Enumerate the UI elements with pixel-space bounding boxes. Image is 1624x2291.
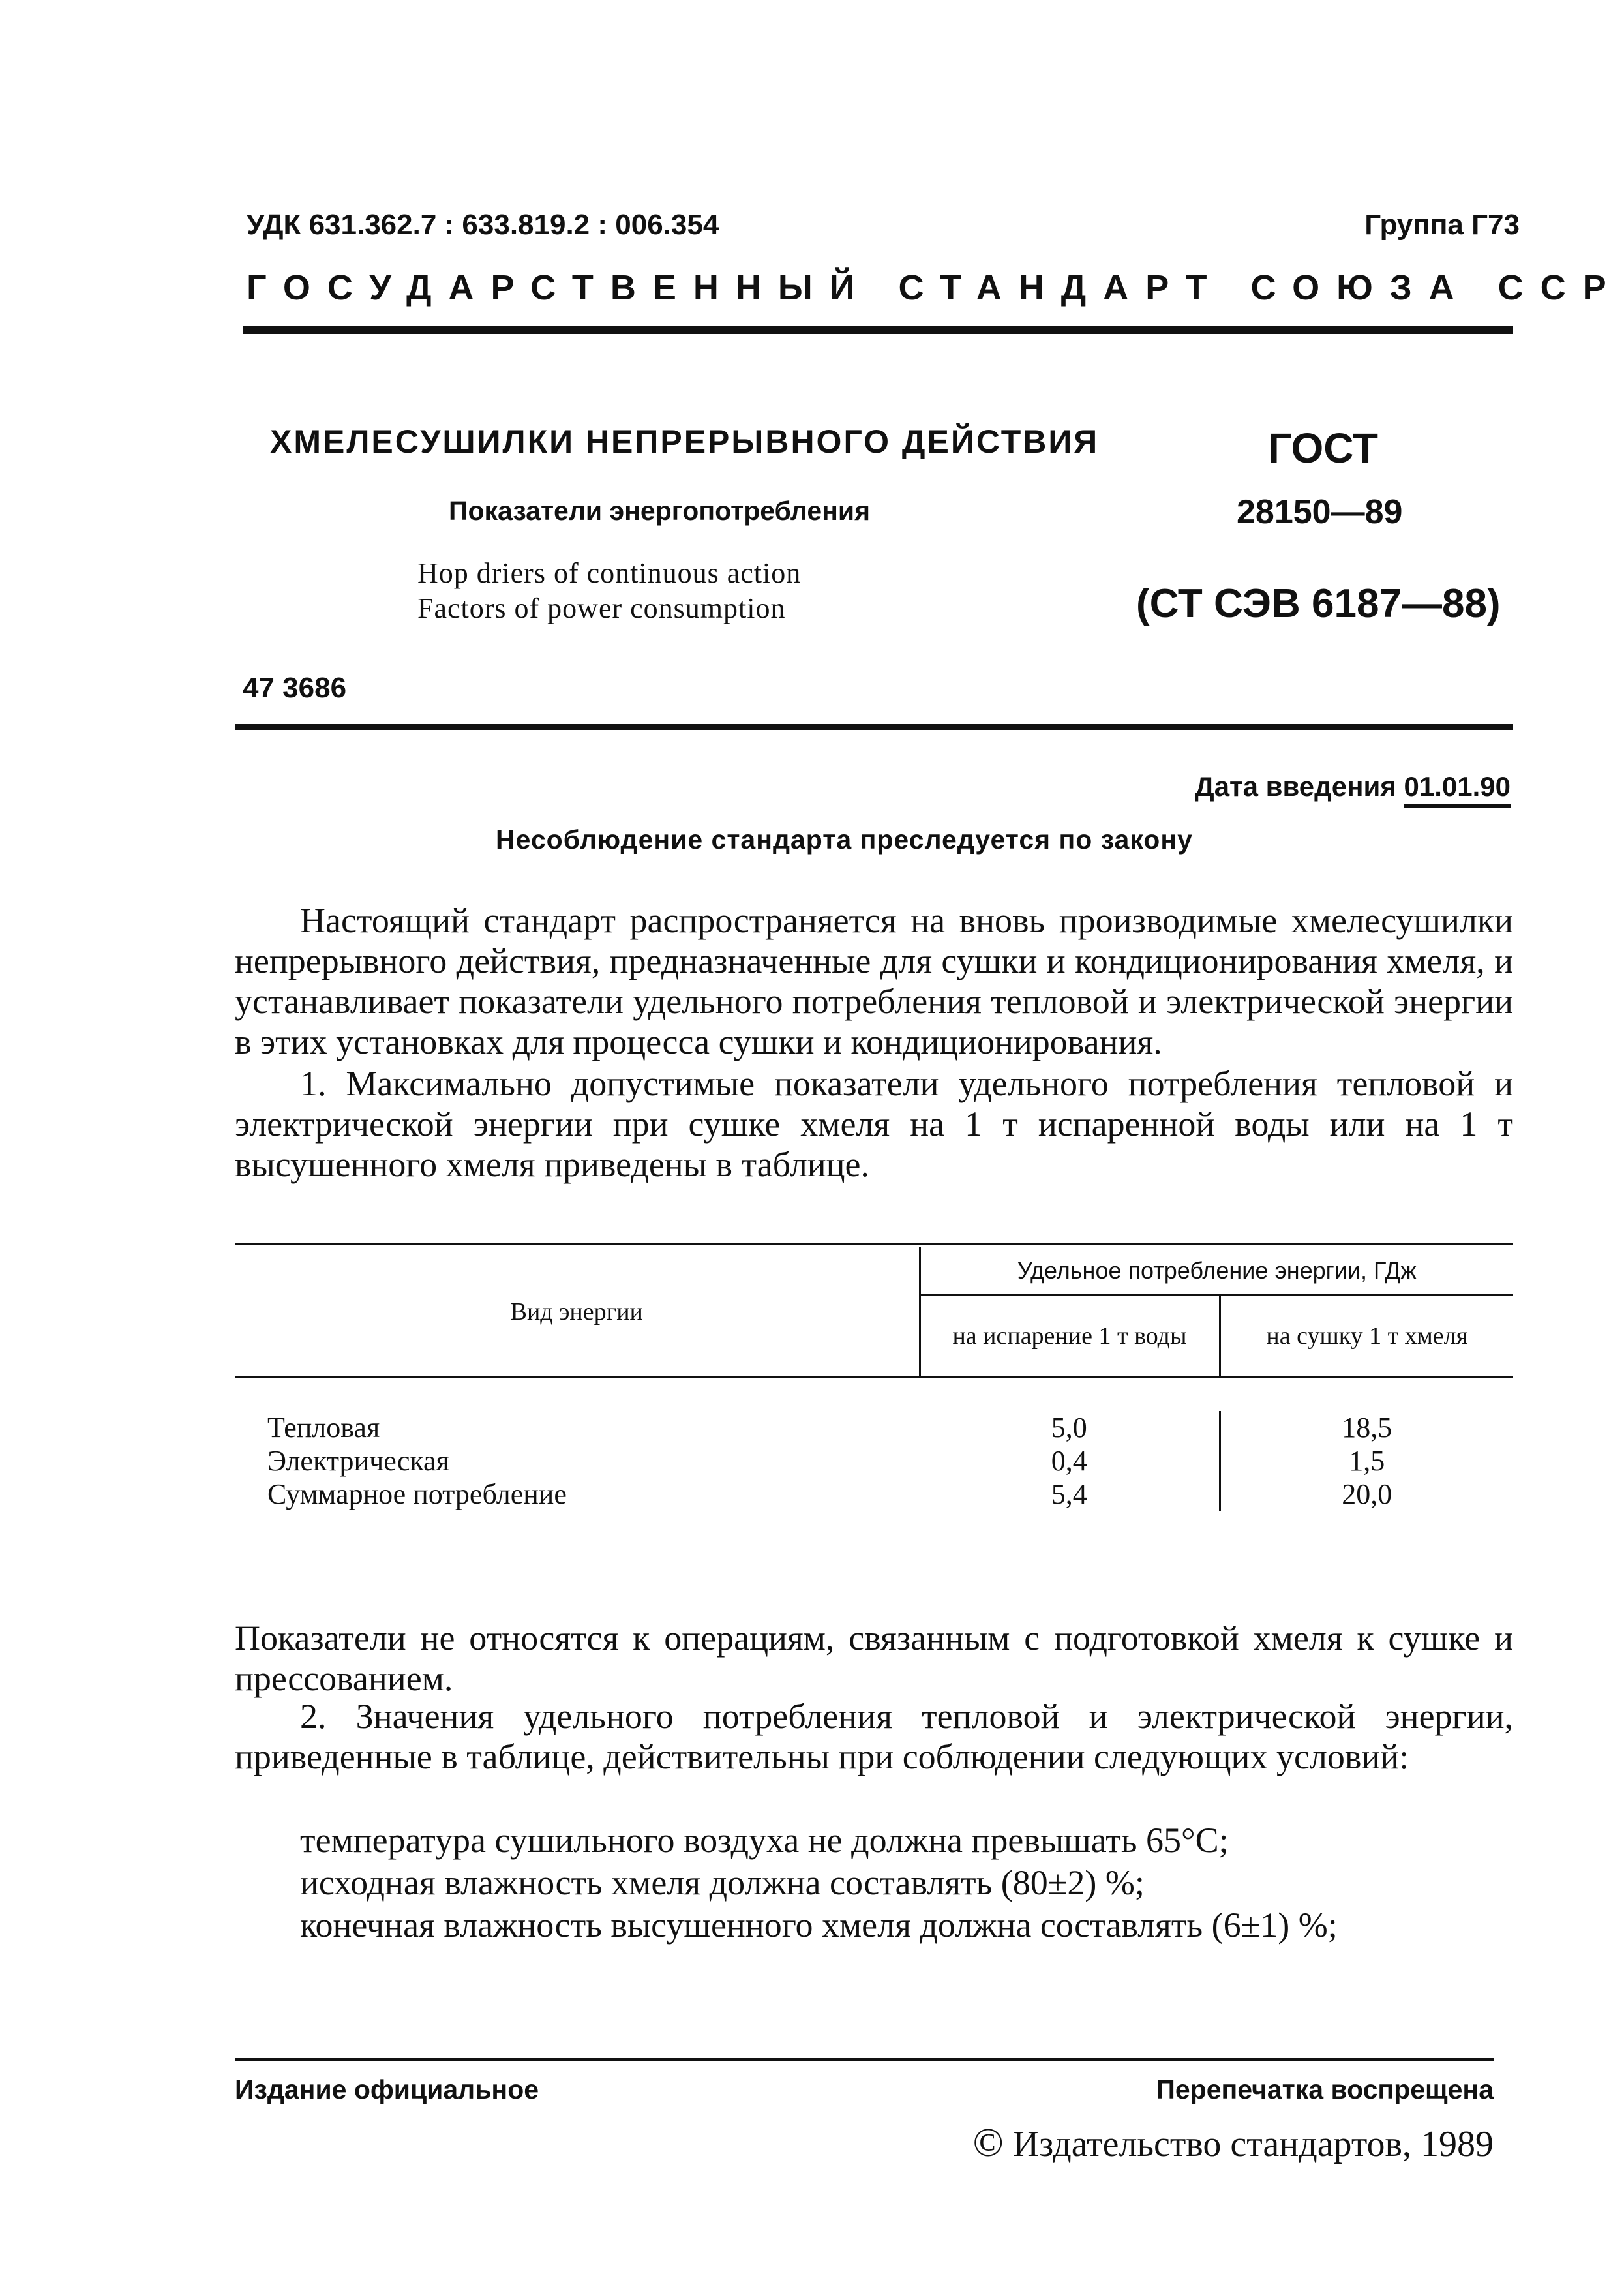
english-title [417, 556, 801, 626]
header-specific-consumption: Удельное потребление энергии, ГДж [920, 1247, 1513, 1296]
row-water: 5,4 [1051, 1478, 1087, 1510]
clause-1-paragraph [235, 1063, 1513, 1185]
okp-code: 47 3686 [243, 672, 347, 704]
footer-rule [235, 2058, 1494, 2061]
table-row [235, 1411, 1513, 1444]
scope-paragraph [235, 900, 1513, 1062]
condition-temperature-text: температура сушильного воздуха не должна превышать 65°С; [300, 1821, 1229, 1860]
copyright [973, 2120, 1494, 2166]
condition-temperature [235, 1820, 1513, 1860]
document-title: ХМЕЛЕСУШИЛКИ НЕПРЕРЫВНОГО ДЕЙСТВИЯ [270, 423, 1100, 460]
header-energy-kind: Вид энергии [510, 1297, 643, 1326]
row-water: 0,4 [1051, 1445, 1087, 1477]
table-row [235, 1478, 1513, 1511]
copyright-text: Издательство стандартов, 1989 [1012, 2124, 1494, 2164]
gost-label: ГОСТ [1268, 425, 1378, 472]
date-value: 01.01.90 [1404, 771, 1511, 808]
condition-initial-moisture-text: исходная влажность хмеля должна составлять (80±2) %; [300, 1863, 1145, 1902]
row-hops: 20,0 [1220, 1478, 1513, 1511]
udk-code: УДК 631.362.7 : 633.819.2 : 006.354 [247, 209, 719, 241]
energy-table [235, 1247, 1513, 1511]
note-text: Показатели не относятся к операциям, связанным с подготовкой хмеля к сушке и прессованием. [235, 1618, 1513, 1698]
scope-text: Настоящий стандарт распространяется на вновь производимые хмелесушилки непрерывного действия, предназначенные для сушки и кондиционирования хмеля, и устанавливает показатели удельного потребления тепловой и электрической энергии в этих установках для процесса сушки и кондиционирования. [235, 901, 1513, 1061]
clause-1-text: 1. Максимально допустимые показатели удельного потребления тепловой и электрической энергии при сушке хмеля на 1 т испаренной воды или на 1 т высушенного хмеля приведены в таблице. [235, 1064, 1513, 1184]
note-paragraph [235, 1618, 1513, 1699]
condition-initial-moisture [235, 1862, 1513, 1903]
copyright-symbol: © [972, 2121, 1004, 2165]
gost-number: 28150—89 [1237, 493, 1403, 531]
title-rule [235, 724, 1513, 730]
condition-final-moisture-text: конечная влажность высушенного хмеля должна составлять (6±1) %; [300, 1905, 1338, 1945]
row-kind: Электрическая [267, 1445, 449, 1477]
english-title-line-1: Hop driers of continuous action [417, 557, 802, 589]
state-standard-heading: ГОСУДАРСТВЕННЫЙ СТАНДАРТ СОЮЗА ССР [247, 268, 1623, 307]
law-notice: Несоблюдение стандарта преследуется по закону [496, 825, 1193, 855]
st-sev-number: (СТ СЭВ 6187—88) [1136, 581, 1501, 626]
document-subtitle: Показатели энергопотребления [449, 496, 871, 526]
official-edition: Издание официальное [235, 2074, 539, 2104]
table-top-rule [235, 1243, 1513, 1245]
header-per-water: на испарение 1 т воды [920, 1296, 1220, 1378]
clause-2-text: 2. Значения удельного потребления тепловой и электрической энергии, приведенные в таблице, действительны при соблюдении следующих условий: [235, 1697, 1513, 1776]
row-kind: Суммарное потребление [267, 1478, 567, 1510]
header-rule [243, 326, 1513, 334]
clause-2-paragraph [235, 1696, 1513, 1777]
date-label: Дата введения [1194, 771, 1396, 802]
table-row [235, 1444, 1513, 1478]
row-hops: 18,5 [1220, 1411, 1513, 1444]
row-hops: 1,5 [1220, 1444, 1513, 1478]
introduction-date [1195, 771, 1511, 802]
condition-final-moisture [235, 1905, 1513, 1945]
header-per-hops: на сушку 1 т хмеля [1220, 1296, 1513, 1378]
english-title-line-2: Factors of power consumption [417, 592, 786, 624]
reprint-notice: Перепечатка воспрещена [1156, 2074, 1494, 2104]
row-water: 5,0 [1051, 1412, 1087, 1444]
row-kind: Тепловая [267, 1412, 380, 1444]
group-code: Группа Г73 [1364, 209, 1520, 241]
